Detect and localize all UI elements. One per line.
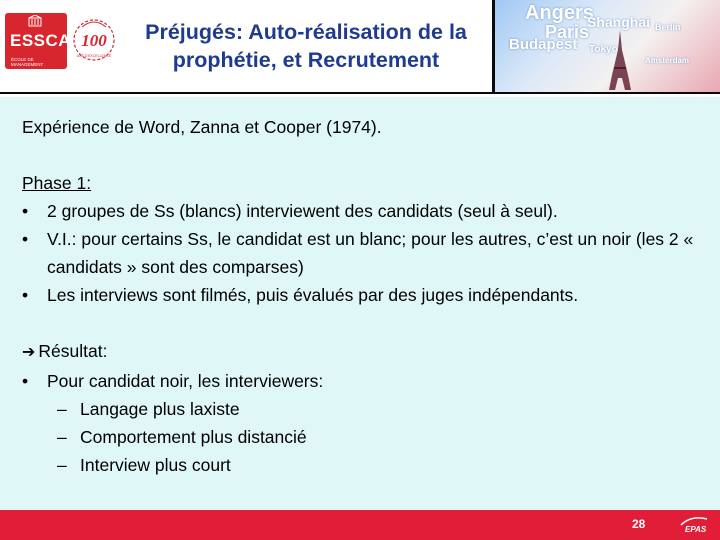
slide-title-line-1: Préjugés: Auto-réalisation de la [145, 20, 467, 44]
essca-logo-name: ESSCA [10, 31, 72, 50]
slide-title [120, 18, 492, 74]
epas-logo [675, 513, 717, 538]
phase-heading: Phase 1: [22, 173, 92, 193]
list-item: • Pour candidat noir, les interviewers: [22, 367, 702, 395]
city-collage-image [492, 0, 720, 92]
header-divider-highlight [0, 94, 720, 97]
slide-header [0, 0, 720, 94]
list-item: • Les interviews sont filmés, puis évalués par des juges indépendants. [22, 281, 702, 309]
result-list [22, 367, 702, 395]
collage-word: Paris [545, 22, 590, 42]
slide-title-line-2: prophétie, et Recrutement [172, 48, 440, 72]
centenary-caption: ANS D'EXCELLENCE [76, 54, 112, 58]
sub-list-item: – Langage plus laxiste [57, 395, 702, 423]
slide-footer [0, 510, 720, 540]
result-heading-line [22, 337, 702, 367]
collage-word: Angers [525, 2, 594, 24]
slide-body [22, 113, 702, 479]
epas-logo-text: EPAS [685, 525, 707, 534]
result-sublist [22, 395, 702, 479]
phase-list [22, 197, 702, 309]
essca-logo-subtitle: ÉCOLE DE MANAGEMENT [11, 57, 44, 67]
sub-list-item: – Comportement plus distancié [57, 423, 702, 451]
result-heading: Résultat: [38, 341, 108, 361]
sub-list-item: – Interview plus court [57, 451, 702, 479]
intro-text: Expérience de Word, Zanna et Cooper (1974). [22, 117, 382, 137]
collage-word: Amsterdam [645, 56, 690, 65]
essca-logo [5, 13, 72, 69]
list-item: • 2 groupes de Ss (blancs) interviewent des candidats (seul à seul). [22, 197, 702, 225]
page-number: 28 [632, 517, 646, 531]
collage-word: Budapest [509, 36, 578, 53]
collage-word: Berlin [655, 22, 681, 32]
arrow-right-icon: ➔ [22, 344, 36, 361]
collage-word: Tokyo [589, 44, 618, 55]
list-item: • V.I.: pour certains Ss, le candidat est un blanc; pour les autres, c’est un noir (les 2 « candidats » sont des comparses) [22, 225, 702, 281]
crest-icon [28, 15, 42, 27]
centenary-logo [72, 15, 116, 67]
eiffel-tower-icon [607, 30, 633, 90]
collage-word: Shanghai [587, 14, 651, 30]
centenary-number: 100 [81, 31, 107, 50]
